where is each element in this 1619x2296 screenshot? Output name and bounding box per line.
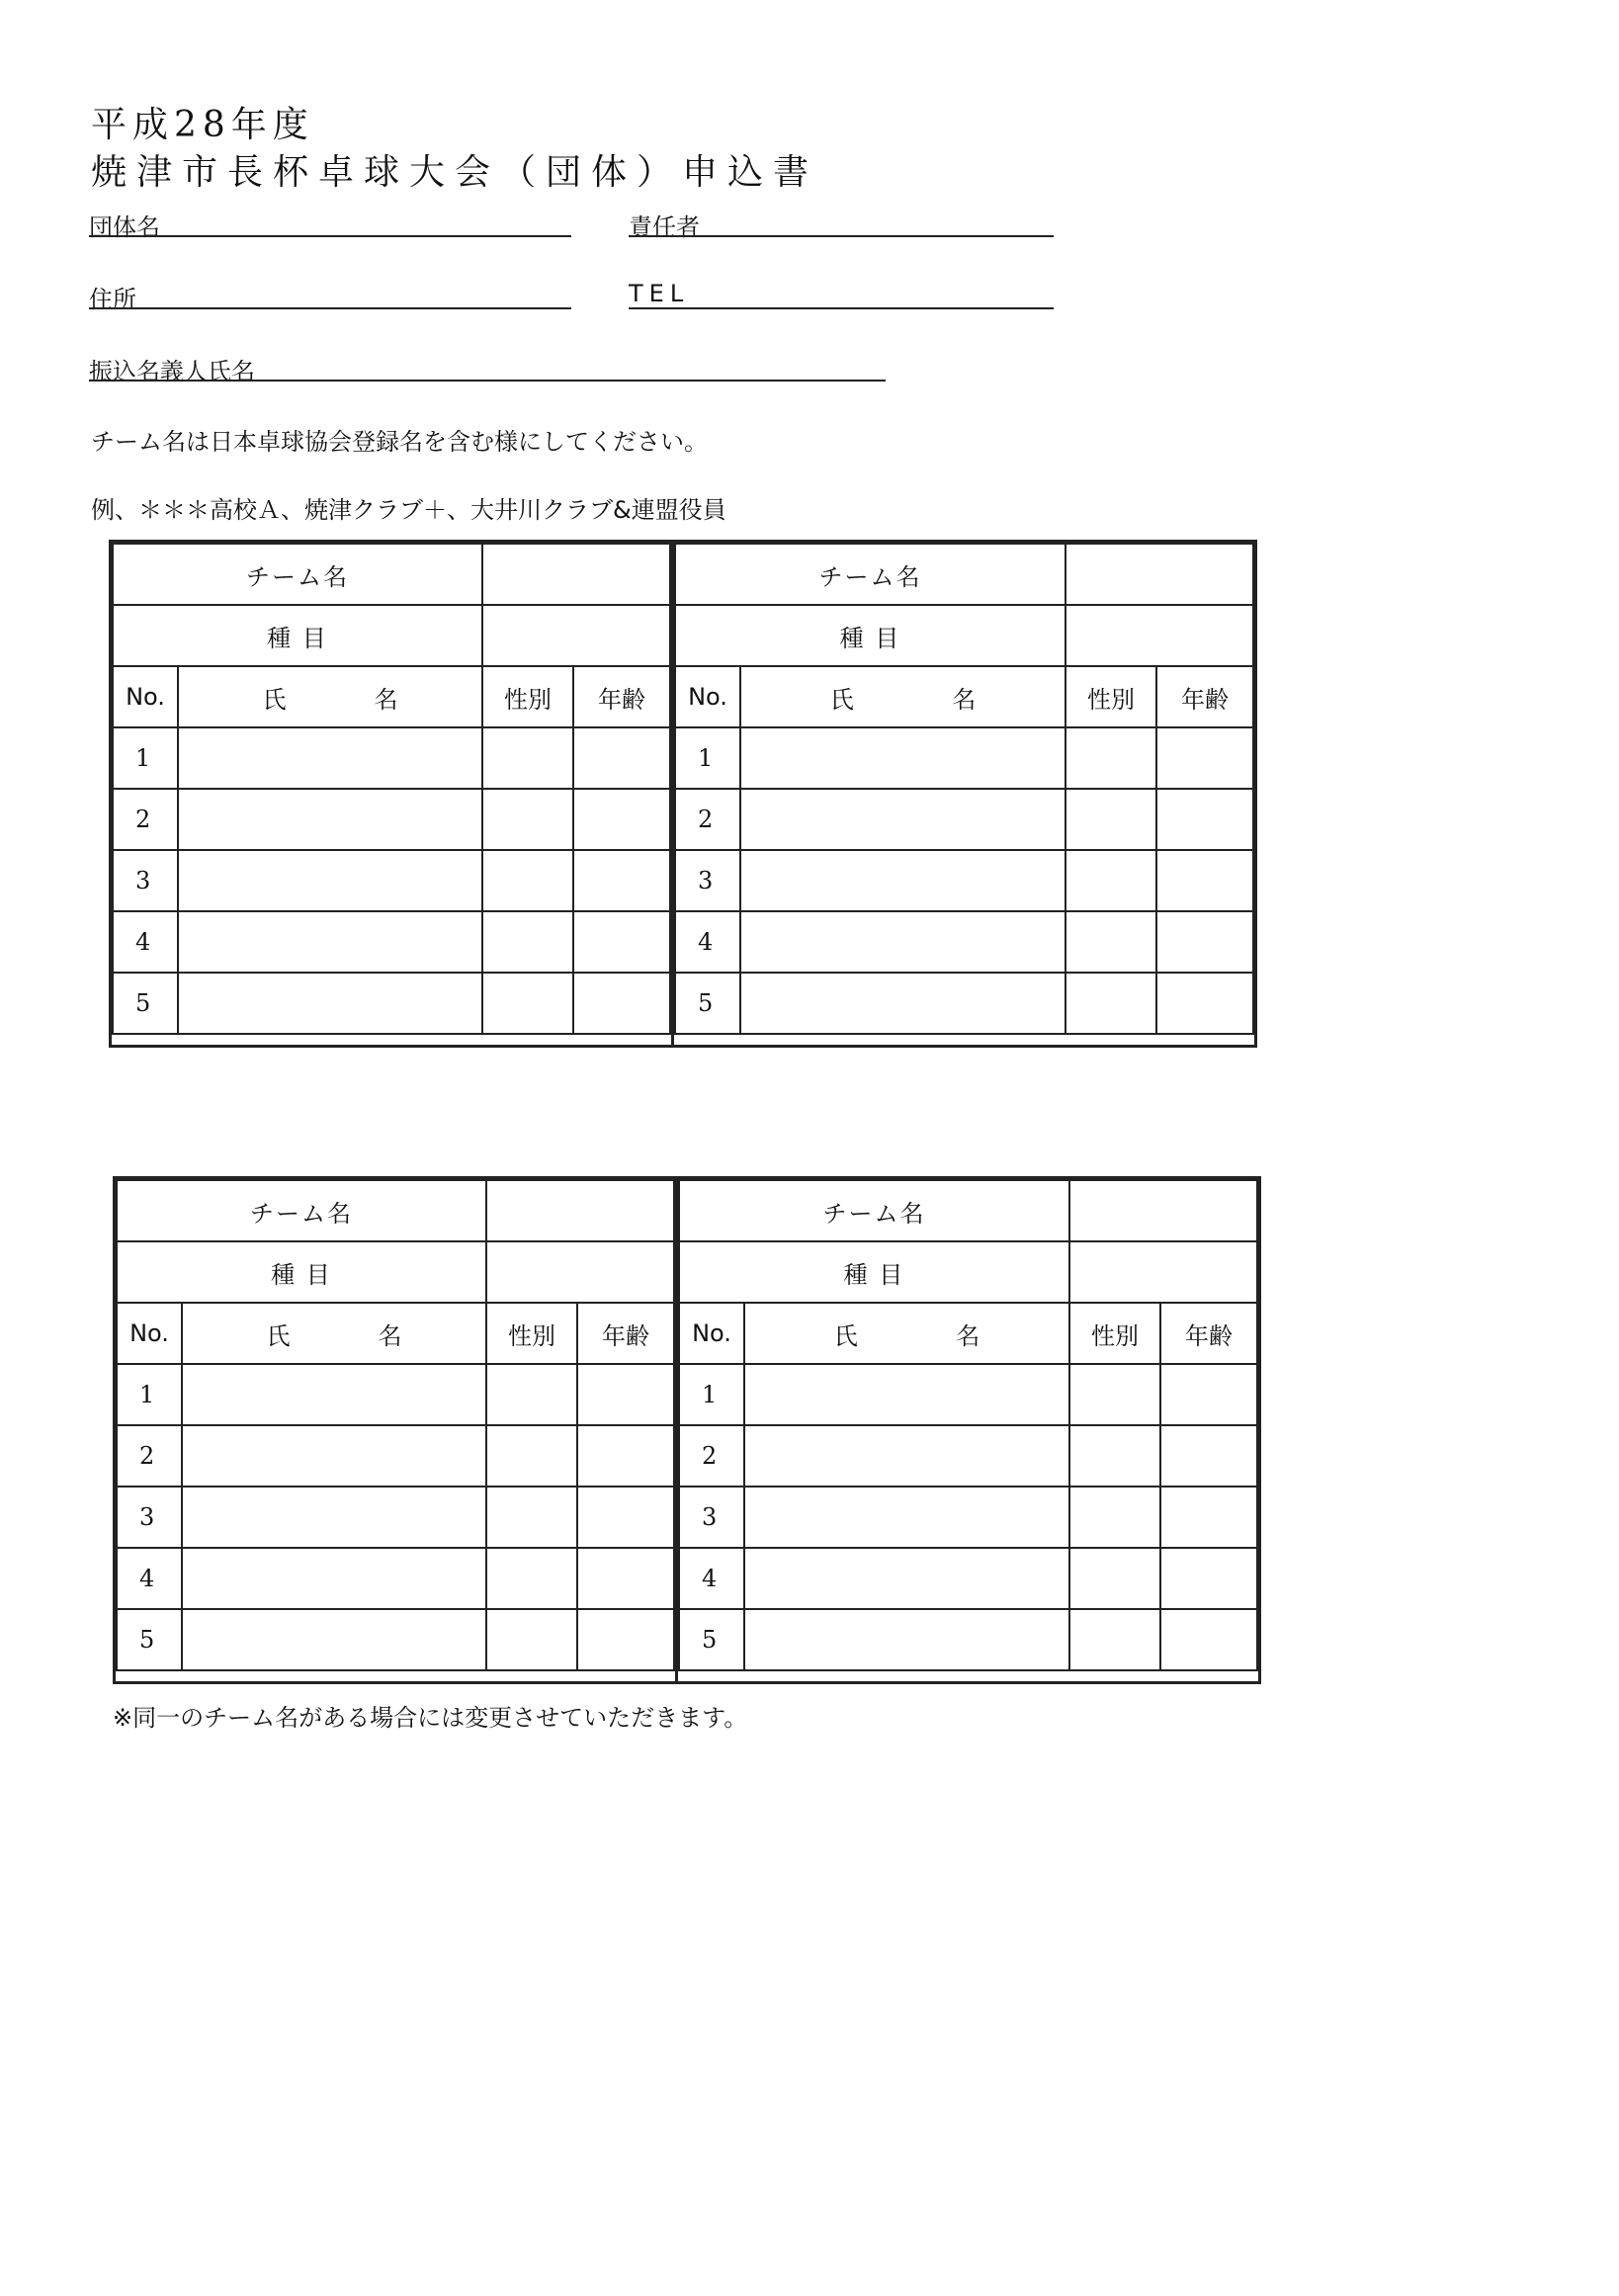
team-entry-1 bbox=[112, 543, 674, 1045]
row-number: 5 bbox=[117, 1609, 182, 1670]
team-name-rule: チーム名は日本卓球協会登録名を含む様にしてください。 bbox=[91, 428, 708, 456]
player-age-input[interactable] bbox=[1156, 973, 1253, 1034]
player-name-input[interactable] bbox=[178, 850, 482, 911]
team-name-example: 例、＊＊＊高校Ａ、焼津クラブ＋、大井川クラブ&連盟役員 bbox=[91, 496, 726, 524]
row-number: 3 bbox=[113, 850, 178, 911]
player-sex-input[interactable] bbox=[482, 850, 573, 911]
row-number: 4 bbox=[113, 911, 178, 973]
tel-line[interactable] bbox=[629, 307, 1054, 309]
player-sex-input[interactable] bbox=[482, 789, 573, 850]
player-age-input[interactable] bbox=[573, 911, 670, 973]
name-family-header: 氏 bbox=[833, 1321, 858, 1350]
team-name-label: チーム名 bbox=[679, 1180, 1069, 1241]
player-age-input[interactable] bbox=[577, 1487, 674, 1548]
row-number: 5 bbox=[113, 973, 178, 1034]
event-input[interactable] bbox=[1065, 605, 1253, 666]
player-name-input[interactable] bbox=[744, 1425, 1069, 1487]
row-number: 2 bbox=[675, 789, 740, 850]
age-header: 年齢 bbox=[1156, 666, 1253, 727]
player-age-input[interactable] bbox=[1156, 911, 1253, 973]
age-header: 年齢 bbox=[1160, 1303, 1257, 1364]
player-age-input[interactable] bbox=[573, 850, 670, 911]
footer-note: ※同一のチーム名がある場合には変更させていただきます。 bbox=[113, 1704, 748, 1732]
name-given-header: 名 bbox=[378, 1321, 402, 1350]
team-name-label: チーム名 bbox=[117, 1180, 486, 1241]
team-table bbox=[674, 543, 1254, 1035]
team-entry-2 bbox=[671, 543, 1254, 1045]
player-sex-input[interactable] bbox=[486, 1425, 577, 1487]
event-input[interactable] bbox=[1069, 1241, 1257, 1303]
player-sex-input[interactable] bbox=[486, 1487, 577, 1548]
player-age-input[interactable] bbox=[573, 973, 670, 1034]
player-age-input[interactable] bbox=[577, 1548, 674, 1609]
payer-name-label: 振込名義人氏名 bbox=[89, 358, 255, 385]
player-sex-input[interactable] bbox=[1069, 1548, 1160, 1609]
team-entry-3 bbox=[116, 1179, 678, 1681]
row-number: 4 bbox=[679, 1548, 744, 1609]
group-name-line[interactable] bbox=[89, 235, 571, 237]
event-label: 種 目 bbox=[679, 1241, 1069, 1303]
name-header bbox=[744, 1303, 1069, 1364]
player-age-input[interactable] bbox=[1156, 850, 1253, 911]
event-label: 種 目 bbox=[675, 605, 1065, 666]
name-header bbox=[740, 666, 1065, 727]
form-title-year: 平成28年度 bbox=[91, 105, 314, 145]
player-age-input[interactable] bbox=[1160, 1609, 1257, 1670]
row-number: 1 bbox=[675, 727, 740, 789]
player-sex-input[interactable] bbox=[486, 1364, 577, 1425]
player-sex-input[interactable] bbox=[1065, 789, 1156, 850]
name-header bbox=[182, 1303, 486, 1364]
player-name-input[interactable] bbox=[740, 727, 1065, 789]
row-number: 4 bbox=[117, 1548, 182, 1609]
entry-table-block-2 bbox=[113, 1176, 1261, 1684]
event-input[interactable] bbox=[486, 1241, 674, 1303]
player-name-input[interactable] bbox=[740, 973, 1065, 1034]
player-name-input[interactable] bbox=[744, 1548, 1069, 1609]
name-given-header: 名 bbox=[952, 685, 977, 714]
group-name-label: 団体名 bbox=[89, 213, 160, 241]
team-table bbox=[116, 1179, 675, 1671]
player-age-input[interactable] bbox=[1160, 1487, 1257, 1548]
tel-label: TEL bbox=[629, 280, 690, 307]
entry-table-block-1 bbox=[109, 540, 1257, 1048]
player-age-input[interactable] bbox=[1156, 789, 1253, 850]
player-name-input[interactable] bbox=[182, 1364, 486, 1425]
row-number: 4 bbox=[675, 911, 740, 973]
player-sex-input[interactable] bbox=[482, 727, 573, 789]
team-name-input[interactable] bbox=[1065, 544, 1253, 605]
address-line[interactable] bbox=[89, 307, 571, 309]
player-sex-input[interactable] bbox=[1069, 1425, 1160, 1487]
player-sex-input[interactable] bbox=[1069, 1487, 1160, 1548]
name-family-header: 氏 bbox=[262, 685, 287, 714]
team-name-label: チーム名 bbox=[675, 544, 1065, 605]
team-table bbox=[678, 1179, 1258, 1671]
row-number: 5 bbox=[679, 1609, 744, 1670]
player-name-input[interactable] bbox=[178, 727, 482, 789]
row-number: 1 bbox=[679, 1364, 744, 1425]
player-age-input[interactable] bbox=[577, 1609, 674, 1670]
player-age-input[interactable] bbox=[577, 1425, 674, 1487]
row-number: 3 bbox=[679, 1487, 744, 1548]
player-age-input[interactable] bbox=[573, 727, 670, 789]
event-label: 種 目 bbox=[113, 605, 482, 666]
team-name-label: チーム名 bbox=[113, 544, 482, 605]
player-name-input[interactable] bbox=[744, 1609, 1069, 1670]
player-sex-input[interactable] bbox=[1069, 1364, 1160, 1425]
team-entry-4 bbox=[675, 1179, 1258, 1681]
player-name-input[interactable] bbox=[182, 1487, 486, 1548]
responsible-line[interactable] bbox=[629, 235, 1054, 237]
event-label: 種 目 bbox=[117, 1241, 486, 1303]
sex-header: 性別 bbox=[1069, 1303, 1160, 1364]
player-name-input[interactable] bbox=[182, 1425, 486, 1487]
row-number: 2 bbox=[679, 1425, 744, 1487]
responsible-label: 責任者 bbox=[629, 213, 700, 241]
player-sex-input[interactable] bbox=[486, 1609, 577, 1670]
player-age-input[interactable] bbox=[577, 1364, 674, 1425]
player-sex-input[interactable] bbox=[482, 911, 573, 973]
player-age-input[interactable] bbox=[1160, 1364, 1257, 1425]
name-header bbox=[178, 666, 482, 727]
name-family-header: 氏 bbox=[266, 1321, 291, 1350]
team-name-input[interactable] bbox=[1069, 1180, 1257, 1241]
payer-name-line[interactable] bbox=[89, 380, 886, 382]
event-input[interactable] bbox=[482, 605, 670, 666]
player-name-input[interactable] bbox=[740, 850, 1065, 911]
player-sex-input[interactable] bbox=[1065, 973, 1156, 1034]
player-name-input[interactable] bbox=[178, 973, 482, 1034]
no-header: No. bbox=[117, 1303, 182, 1364]
player-sex-input[interactable] bbox=[1065, 850, 1156, 911]
player-sex-input[interactable] bbox=[482, 973, 573, 1034]
row-number: 2 bbox=[113, 789, 178, 850]
row-number: 1 bbox=[113, 727, 178, 789]
team-name-input[interactable] bbox=[486, 1180, 674, 1241]
player-age-input[interactable] bbox=[1160, 1425, 1257, 1487]
age-header: 年齢 bbox=[573, 666, 670, 727]
row-number: 5 bbox=[675, 973, 740, 1034]
player-sex-input[interactable] bbox=[1065, 911, 1156, 973]
player-name-input[interactable] bbox=[740, 789, 1065, 850]
row-number: 3 bbox=[117, 1487, 182, 1548]
player-name-input[interactable] bbox=[744, 1487, 1069, 1548]
sex-header: 性別 bbox=[482, 666, 573, 727]
address-label: 住所 bbox=[89, 286, 136, 313]
player-name-input[interactable] bbox=[182, 1548, 486, 1609]
player-name-input[interactable] bbox=[178, 789, 482, 850]
name-family-header: 氏 bbox=[829, 685, 854, 714]
player-name-input[interactable] bbox=[182, 1609, 486, 1670]
player-sex-input[interactable] bbox=[1069, 1609, 1160, 1670]
player-sex-input[interactable] bbox=[1065, 727, 1156, 789]
no-header: No. bbox=[113, 666, 178, 727]
row-number: 1 bbox=[117, 1364, 182, 1425]
player-sex-input[interactable] bbox=[486, 1548, 577, 1609]
row-number: 3 bbox=[675, 850, 740, 911]
name-given-header: 名 bbox=[956, 1321, 980, 1350]
player-age-input[interactable] bbox=[1160, 1548, 1257, 1609]
no-header: No. bbox=[679, 1303, 744, 1364]
team-table bbox=[112, 543, 671, 1035]
player-age-input[interactable] bbox=[1156, 727, 1253, 789]
no-header: No. bbox=[675, 666, 740, 727]
player-name-input[interactable] bbox=[178, 911, 482, 973]
name-given-header: 名 bbox=[374, 685, 398, 714]
sex-header: 性別 bbox=[1065, 666, 1156, 727]
team-name-input[interactable] bbox=[482, 544, 670, 605]
player-name-input[interactable] bbox=[744, 1364, 1069, 1425]
sex-header: 性別 bbox=[486, 1303, 577, 1364]
row-number: 2 bbox=[117, 1425, 182, 1487]
player-age-input[interactable] bbox=[573, 789, 670, 850]
age-header: 年齢 bbox=[577, 1303, 674, 1364]
tel-field[interactable] bbox=[629, 280, 689, 307]
form-title: 焼津市長杯卓球大会（団体）申込書 bbox=[91, 152, 819, 193]
player-name-input[interactable] bbox=[740, 911, 1065, 973]
